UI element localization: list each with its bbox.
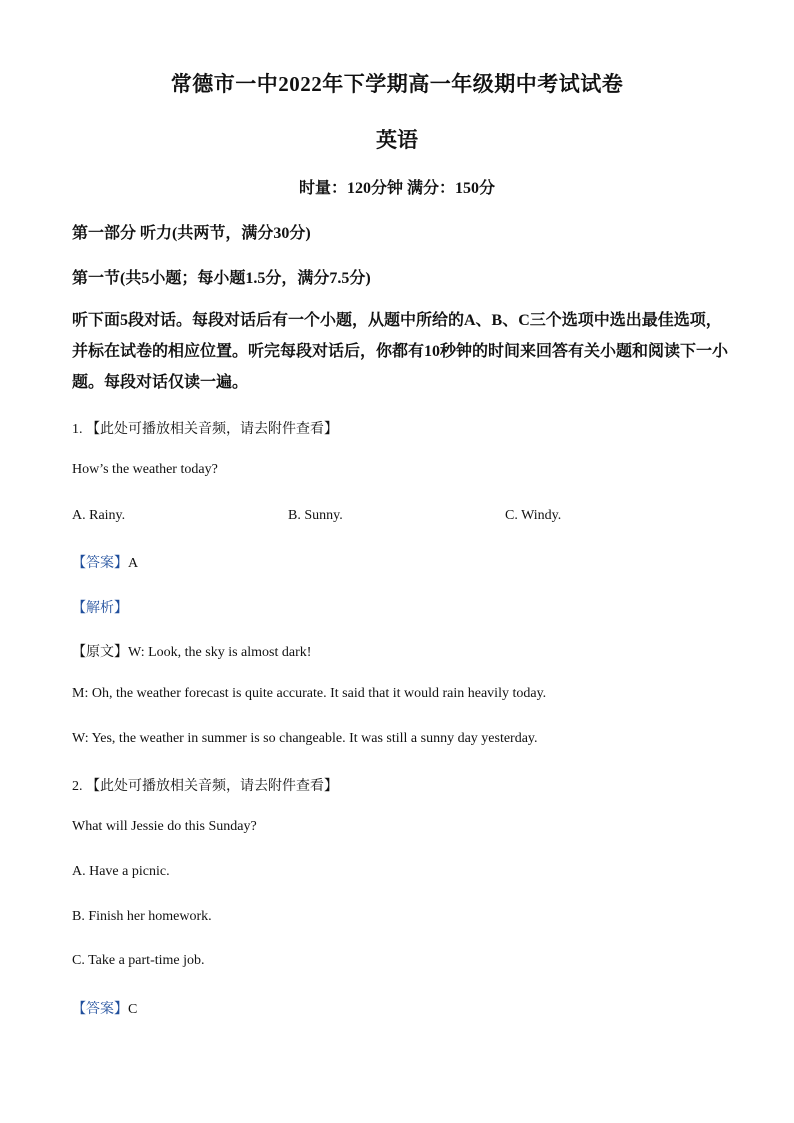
- answer-label: 【答案】: [72, 1002, 128, 1017]
- q1-transcript-line-3: W: Yes, the weather in summer is so changeable. It was still a sunny day yesterday.: [72, 731, 538, 746]
- listening-instructions: 听下面5段对话。每段对话后有一个小题，从题中所给的A、B、C三个选项中选出最佳选项，并标在试卷的相应位置。听完每段对话后，你都有10秒钟的时间来回答有关小题和阅读下一小题。每段对话仅读一遍。: [72, 312, 729, 391]
- q1-stem: 1. 【此处可播放相关音频，请去附件查看】: [72, 422, 338, 437]
- exam-title: 常德市一中2022年下学期高一年级期中考试试卷: [170, 72, 624, 96]
- q1-option-a: A. Rainy.: [72, 508, 126, 523]
- exam-meta: 时量：120分钟 满分：150分: [298, 180, 495, 197]
- q1-analysis: [72, 597, 128, 617]
- answer-value: A: [128, 556, 139, 571]
- analysis-label: 【解析】: [72, 601, 128, 616]
- q1-transcript-line-1: [72, 641, 311, 661]
- q2-option-a: A. Have a picnic.: [72, 864, 170, 879]
- q2-stem: 2. 【此处可播放相关音频，请去附件查看】: [72, 779, 338, 794]
- part-heading: 第一部分 听力(共两节，满分30分): [72, 225, 311, 242]
- q1-option-c: C. Windy.: [505, 508, 562, 523]
- q2-option-c: C. Take a part-time job.: [72, 953, 205, 968]
- q1-option-b: B. Sunny.: [288, 508, 343, 523]
- section-heading: 第一节(共5小题；每小题1.5分，满分7.5分): [72, 270, 371, 287]
- transcript-label: 【原文】: [72, 645, 128, 660]
- q2-question: What will Jessie do this Sunday?: [72, 819, 257, 834]
- q2-answer: [72, 998, 137, 1018]
- answer-value: C: [128, 1002, 138, 1017]
- q2-option-b: B. Finish her homework.: [72, 909, 212, 924]
- subject-title: 英语: [376, 128, 418, 152]
- transcript-text: W: Look, the sky is almost dark!: [128, 645, 312, 660]
- q1-answer: [72, 552, 138, 572]
- answer-label: 【答案】: [72, 556, 128, 571]
- q1-transcript-line-2: M: Oh, the weather forecast is quite accurate. It said that it would rain heavily today.: [72, 686, 547, 701]
- q1-question: How’s the weather today?: [72, 462, 218, 477]
